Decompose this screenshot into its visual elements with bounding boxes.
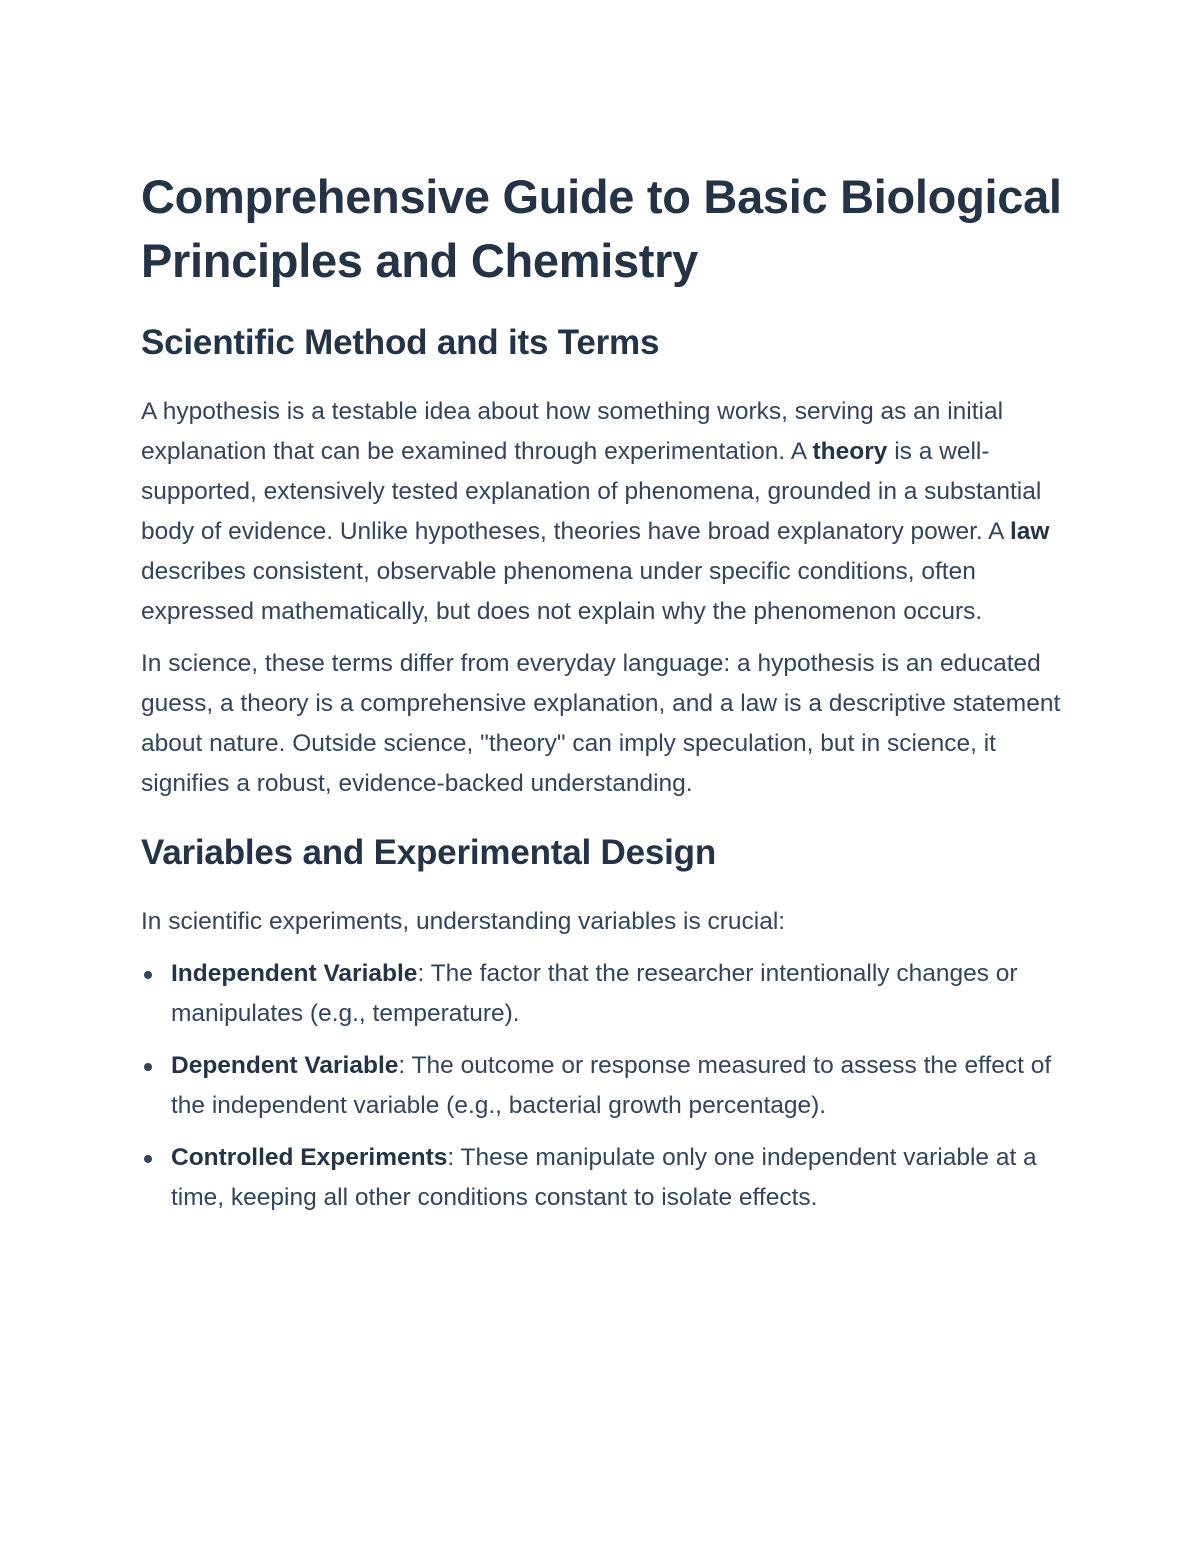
list-item <box>141 1138 1066 1218</box>
paragraph-everyday-language: In science, these terms differ from everyday language: a hypothesis is an educated guess, a theory is a comprehensive explanation, and a law is a descriptive statement about nature. Outside science, "theory" can imply speculation, but in science, it signifies a robust, evidence-backed understanding. <box>141 650 1061 797</box>
list-item <box>141 954 1066 1034</box>
variables-list <box>141 954 1066 1218</box>
list-item-text: : These manipulate only one independent variable at a time, keeping all other conditions constant to isolate effects. <box>171 1144 1037 1211</box>
list-item-term: Controlled Experiments <box>171 1144 448 1171</box>
section-heading-variables: Variables and Experimental Design <box>141 833 717 872</box>
paragraph-variables-intro: In scientific experiments, understanding variables is crucial: <box>141 908 786 935</box>
list-item-term: Dependent Variable <box>171 1052 399 1079</box>
paragraph-text: is a well-supported, extensively tested explanation of phenomena, grounded in a substantial body of evidence. Unlike hypotheses, theories have broad explanatory power. A <box>141 438 1042 545</box>
document-page <box>141 165 1066 1230</box>
section-heading-scientific-method: Scientific Method and its Terms <box>141 323 660 362</box>
paragraph-text: A hypothesis is a testable idea about how something works, serving as an initial explanation that can be examined through experimentation. A <box>141 398 1004 465</box>
list-item-term: Independent Variable <box>171 960 418 987</box>
term-law: law <box>1009 518 1050 545</box>
term-theory: theory <box>812 438 888 465</box>
document-title: Comprehensive Guide to Basic Biological Principles and Chemistry <box>141 170 1062 287</box>
paragraph-text: describes consistent, observable phenomena under specific conditions, often expressed mathematically, but does not explain why the phenomenon occurs. <box>141 558 983 625</box>
list-item-text: : The factor that the researcher intentionally changes or manipulates (e.g., temperature). <box>171 960 1018 1027</box>
list-item <box>141 1046 1066 1126</box>
paragraph-definitions <box>141 392 1066 632</box>
list-item-text: : The outcome or response measured to assess the effect of the independent variable (e.g., bacterial growth percentage). <box>171 1052 1052 1119</box>
